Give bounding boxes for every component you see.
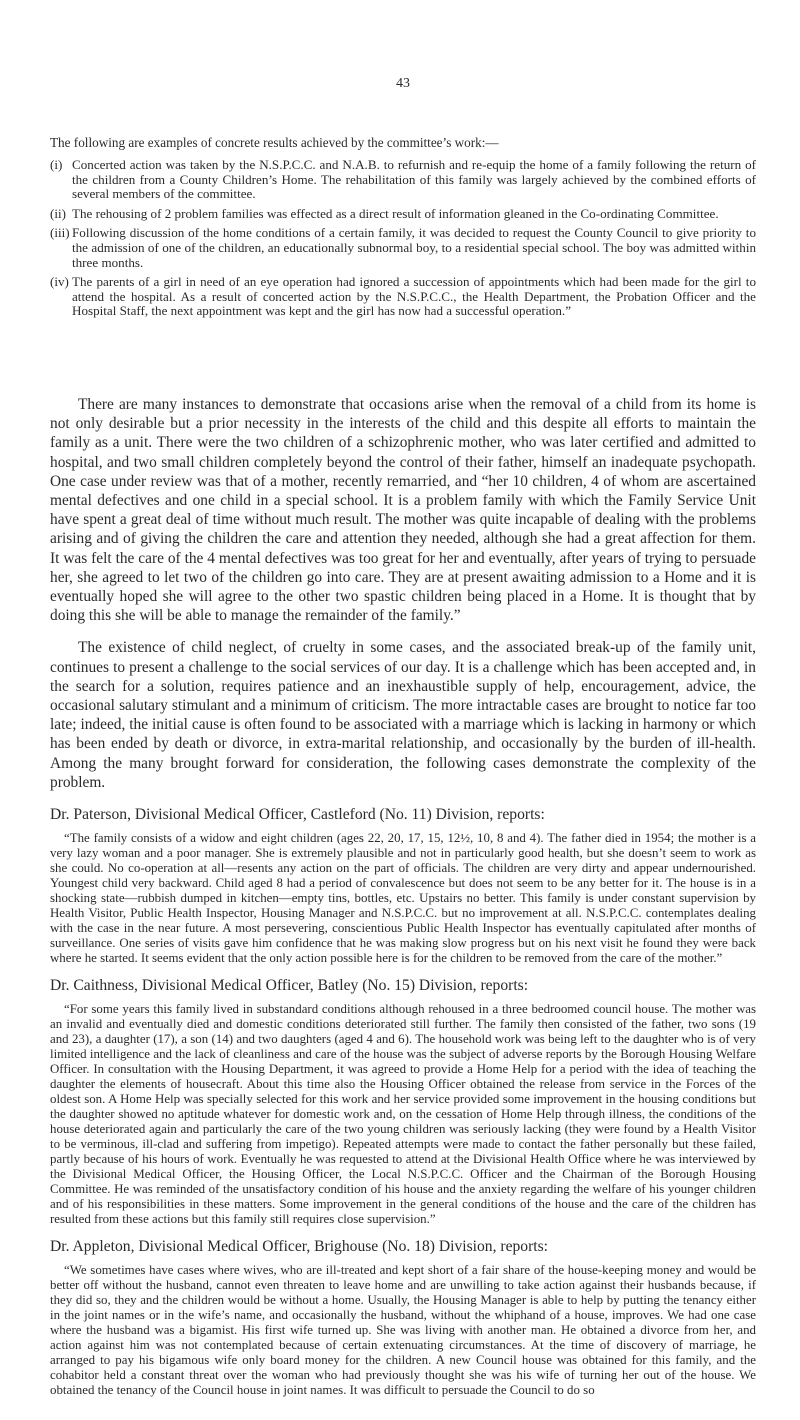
body-section xyxy=(50,395,756,1408)
report-heading: Dr. Appleton, Divisional Medical Officer, Brighouse (No. 18) Division, reports: xyxy=(50,1238,549,1256)
report-quote: “For some years this family lived in substandard conditions although rehoused in a three bedroomed council house. The mother was an invalid and eventually died and domestic conditions deteriorated still further. The family then consisted of the father, two sons (19 and 23), a daughter (17), a son (14) and two daughters (aged 4 and 6). The household work was being left to the daughter who is of very limited intelligence and the lack of cleanliness and care of the house was the subject of adverse reports by the Borough Housing Welfare Officer. In consultation with the Housing Department, it was agreed to provide a Home Help for a period with the idea of teaching the daughter the elements of housecraft. About this time also the Housing Officer obtained the release from service in the Forces of the oldest son. A Home Help was specially selected for this work and her service provided some improvement in the housing conditions but the daughter showed no aptitude whatever for domestic work and, on the cessation of Home Help through illness, the conditions of the house deteriorated again and particularly the care of the two young children was seriously lacking (they were found by a Health Visitor to be verminous, ill-clad and suffering from impetigo). Repeated attempts were made to contact the father personally but these failed, partly because of his hours of work. Eventually he was requested to attend at the Divisional Health Office where he was interviewed by the Divisional Medical Officer, the Housing Officer, the Local N.S.P.C.C. Officer and the Chairman of the Borough Housing Committee. He was reminded of the unsatisfactory condition of his house and the anxiety regarding the welfare of his younger children and of his responsibilities in these matters. Some improvement in the general conditions of the house and the care of the children has resulted from these actions but this family still requires close supervision.” xyxy=(50,1002,756,1227)
intro-text: The following are examples of concrete results achieved by the committee’s work:— xyxy=(50,135,499,150)
list-item-text: The parents of a girl in need of an eye operation had ignored a succession of appointments which had been made for the girl to attend the hospital. As a result of concerted action by the N.S.P.C.C., the Health Department, the Probation Officer and the Hospital Staff, the next appointment was kept and the girl has now had a successful operation.” xyxy=(72,274,756,319)
report-heading: Dr. Paterson, Divisional Medical Officer, Castleford (No. 11) Division, reports: xyxy=(50,806,545,824)
list-item-number: (iii) xyxy=(50,225,70,241)
list-item-number: (i) xyxy=(50,157,63,172)
body-paragraph: There are many instances to demonstrate that occasions arise when the removal of a child from its home is not only desirable but a prior necessity in the interests of the child and this despite all efforts to maintain the family as a unit. There were the two children of a schizophrenic mother, who was later certified and admitted to hospital, and two small children completely beyond the control of their father, himself an inadequate psychopath. One case under review was that of a mother, recently remarried, and “her 10 children, 4 of whom are ascertained mental defectives and one child in a special school. It is a problem family with which the Family Service Unit have spent a great deal of time without much result. The mother was quite incapable of dealing with the problems arising and of giving the children the care and attention they needed, although she had a great affection for them. It was felt the care of the 4 mental defectives was too great for her and eventually, after years of trying to persuade her, she agreed to let two of the children go into care. They are at present awaiting admission to a Home and it is eventually hoped she will agree to the other two spastic children being placed in a Home. It is thought that by doing this she will be able to manage the remainder of the family.” xyxy=(50,396,756,625)
body-paragraph: The existence of child neglect, of cruelty in some cases, and the associated break-up of the family unit, continues to present a challenge to the social services of our day. It is a challenge which has been accepted and, in the search for a solution, requires patience and an inexhaustible supply of help, encouragement, advice, the occasional salutary stimulant and a minimum of criticism. The more intractable cases are brought to notice far too late; indeed, the initial cause is often found to be associated with a marriage which is lacking in harmony or which has been ended by death or divorce, in extra-marital relationship, and occasionally by the burden of ill-health. Among the many brought forward for consideration, the following cases demonstrate the complexity of the problem. xyxy=(50,639,756,791)
report-heading: Dr. Caithness, Divisional Medical Officer, Batley (No. 15) Division, reports: xyxy=(50,977,529,995)
list-item xyxy=(50,158,756,202)
report-quote: “We sometimes have cases where wives, who are ill-treated and kept short of a fair share of the house-keeping money and would be better off without the husband, cannot even threaten to leave home and are unwilling to take action against their husbands because, if they did so, they and the children would be without a home. Usually, the Housing Manager is able to help by putting the tenancy either in the joint names or in the wife’s name, and occasionally the husband, without the whiphand of a house, improves. We had one case where the husband was a bigamist. His first wife turned up. She was living with another man. He obtained a divorce from her, and action against him was not contemplated because of certain extenuating circumstances. At the time of discovery of marriage, he arranged to pay his bigamous wife only board money for the children. A new Council house was obtained for this family, and the cohabitor held a constant threat over the woman who had previously thought she was his wife of turning her out of the house. We obtained the tenancy of the Council house in joint names. It was difficult to persuade the Council to do so xyxy=(50,1263,756,1398)
page-number: 43 xyxy=(396,76,410,91)
list-item-text: Concerted action was taken by the N.S.P.C.C. and N.A.B. to refurnish and re-equip the home of a family following the return of the children from a County Children’s Home. The rehabilitation of this family was largely achieved by the combined efforts of several members of the committee. xyxy=(72,157,756,202)
list-item xyxy=(50,275,756,319)
report-quote: “The family consists of a widow and eight children (ages 22, 20, 17, 15, 12½, 10, 8 and 4). The father died in 1954; the mother is a very lazy woman and a poor manager. She is extremely plausible and not in particularly good health, but she doesn’t seem to work as she could. No co-operation at all—resents any action on the part of officials. The children are very dirty and appear undernourished. Youngest child very backward. Child aged 8 had a period of convalescence but does not seem to be any better for it. The house is in a shocking state—rubbish dumped in kitchen—empty tins, bottles, etc. Upstairs no better. This family is under constant supervision by Health Visitor, Public Health Inspector, Housing Manager and N.S.P.C.C. but no improvement at all. N.S.P.C.C. contemplates dealing with the case in the near future. A most persevering, conscientious Public Health Inspector has eventually capitulated after months of surveillance. One series of visits gave him confidence that he was making slow progress but on his next visit he found they were back where he started. It seems evident that the only action possible here is for the children to be removed from the care of the mother.” xyxy=(50,831,756,966)
list-item-number: (ii) xyxy=(50,205,66,221)
list-item-number: (iv) xyxy=(50,274,69,290)
results-list xyxy=(50,158,756,324)
list-item-text: Following discussion of the home conditions of a certain family, it was decided to request the County Council to give priority to the admission of one of the children, an educationally subnormal boy, to a residential special school. The boy was admitted within three months. xyxy=(72,225,756,270)
list-item-text: The rehousing of 2 problem families was effected as a direct result of information gleaned in the Co-ordinating Committee. xyxy=(72,205,719,221)
list-item xyxy=(50,207,756,222)
list-item xyxy=(50,226,756,270)
